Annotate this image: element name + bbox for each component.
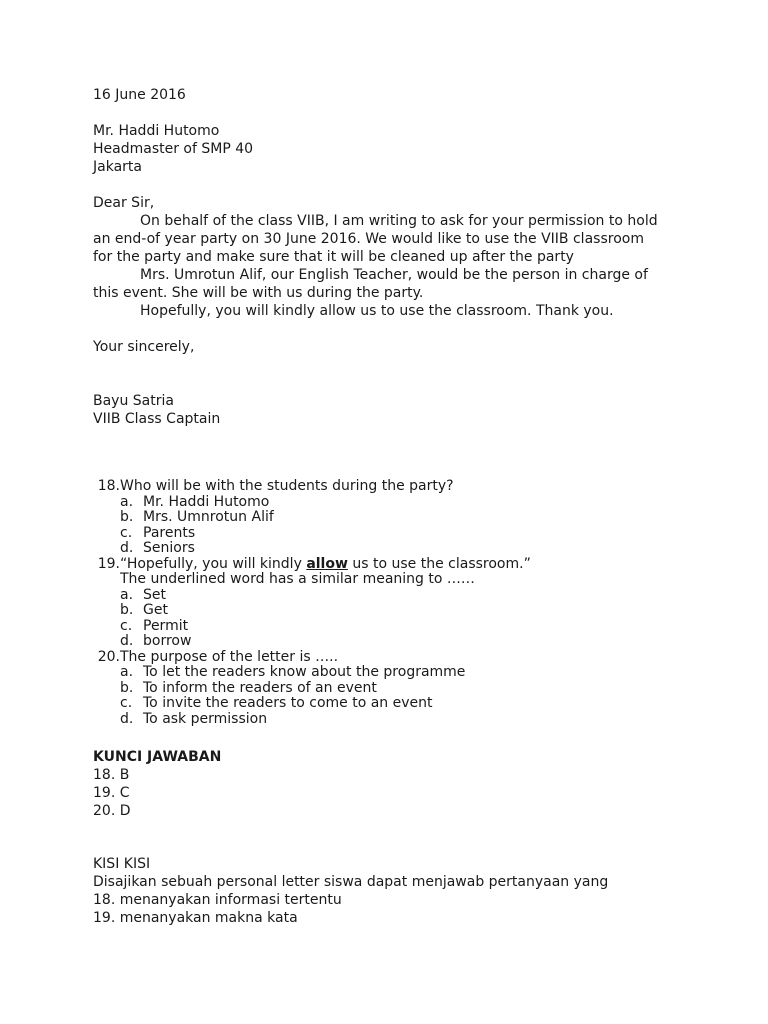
option-letter: c. (120, 695, 133, 711)
kisi-line: Disajikan sebuah personal letter siswa dapat menjawab pertanyaan yang (93, 874, 609, 890)
body-line: Mrs. Umrotun Alif, our English Teacher, would be the person in charge of (140, 267, 648, 283)
option-text: To invite the readers to come to an event (143, 695, 433, 711)
option-text: Set (143, 586, 166, 603)
question-18 (93, 479, 693, 495)
option-text: Get (143, 602, 168, 618)
option-letter: a. (120, 664, 134, 680)
question-text: “Hopefully, you will kindly (120, 555, 307, 572)
option-text: To ask permission (143, 710, 268, 727)
kisi-heading: KISI KISI (93, 856, 151, 872)
option-text: borrow (143, 633, 192, 649)
option-letter: a. (120, 493, 134, 510)
letter (93, 86, 673, 428)
body-line: Hopefully, you will kindly allow us to use the classroom. Thank you. (140, 303, 614, 319)
option-text: Parents (143, 524, 196, 541)
option-letter: b. (120, 509, 134, 525)
question-number: 19. (97, 555, 120, 572)
question-list (93, 479, 693, 727)
kisi-line: 19. menanyakan makna kata (93, 910, 298, 926)
option-letter: a. (120, 586, 134, 603)
recipient-title: Headmaster of SMP 40 (93, 141, 254, 157)
underlined-word: allow (306, 555, 348, 572)
salutation: Dear Sir, (93, 195, 155, 211)
question-continuation: The underlined word has a similar meaning to …… (120, 571, 475, 587)
option-text: Seniors (143, 540, 195, 556)
question-text: The purpose of the letter is ….. (120, 648, 339, 665)
body-line: an end-of year party on 30 June 2016. We would like to use the VIIB classroom (93, 231, 644, 247)
recipient-name: Mr. Haddi Hutomo (93, 123, 220, 139)
option (93, 510, 693, 526)
option (93, 681, 693, 697)
option (93, 495, 693, 511)
option (93, 712, 693, 728)
option (93, 588, 693, 604)
question-19 (93, 557, 693, 573)
option (93, 634, 693, 650)
option-text: To inform the readers of an event (143, 679, 377, 696)
option (93, 619, 693, 635)
question-text: Who will be with the students during the party? (120, 478, 454, 494)
question-text-end: us to use the classroom.” (347, 555, 531, 572)
answer-item: 19. C (93, 785, 130, 801)
option-letter: d. (120, 633, 134, 649)
signer-title: VIIB Class Captain (93, 411, 221, 427)
signer-name: Bayu Satria (93, 393, 174, 409)
kisi-kisi (93, 855, 608, 927)
question-number: 20. (97, 648, 120, 665)
kisi-line: 18. menanyakan informasi tertentu (93, 892, 342, 908)
closing: Your sincerely, (93, 339, 195, 355)
body-line: this event. She will be with us during the party. (93, 285, 424, 301)
body-line: for the party and make sure that it will be cleaned up after the party (93, 249, 574, 265)
option (93, 526, 693, 542)
letter-date: 16 June 2016 (93, 87, 186, 103)
option (93, 665, 693, 681)
question-20 (93, 650, 693, 666)
option-letter: d. (120, 540, 134, 556)
option-text: Mrs. Umnrotun Alif (143, 509, 274, 525)
answer-item: 20. D (93, 803, 131, 819)
body-line: On behalf of the class VIIB, I am writing to ask for your permission to hold (140, 213, 658, 229)
option-letter: d. (120, 710, 134, 727)
option (93, 603, 693, 619)
option-text: Permit (143, 617, 189, 634)
option-text: To let the readers know about the programme (143, 664, 466, 680)
option-letter: c. (120, 524, 133, 541)
question-number: 18. (97, 478, 120, 494)
answer-key (93, 748, 221, 820)
answer-key-heading: KUNCI JAWABAN (93, 749, 222, 765)
answer-item: 18. B (93, 767, 130, 783)
option-letter: b. (120, 679, 134, 696)
option-letter: b. (120, 602, 134, 618)
recipient-city: Jakarta (93, 159, 142, 175)
option-text: Mr. Haddi Hutomo (143, 493, 270, 510)
option-letter: c. (120, 617, 133, 634)
option (93, 696, 693, 712)
option (93, 541, 693, 557)
